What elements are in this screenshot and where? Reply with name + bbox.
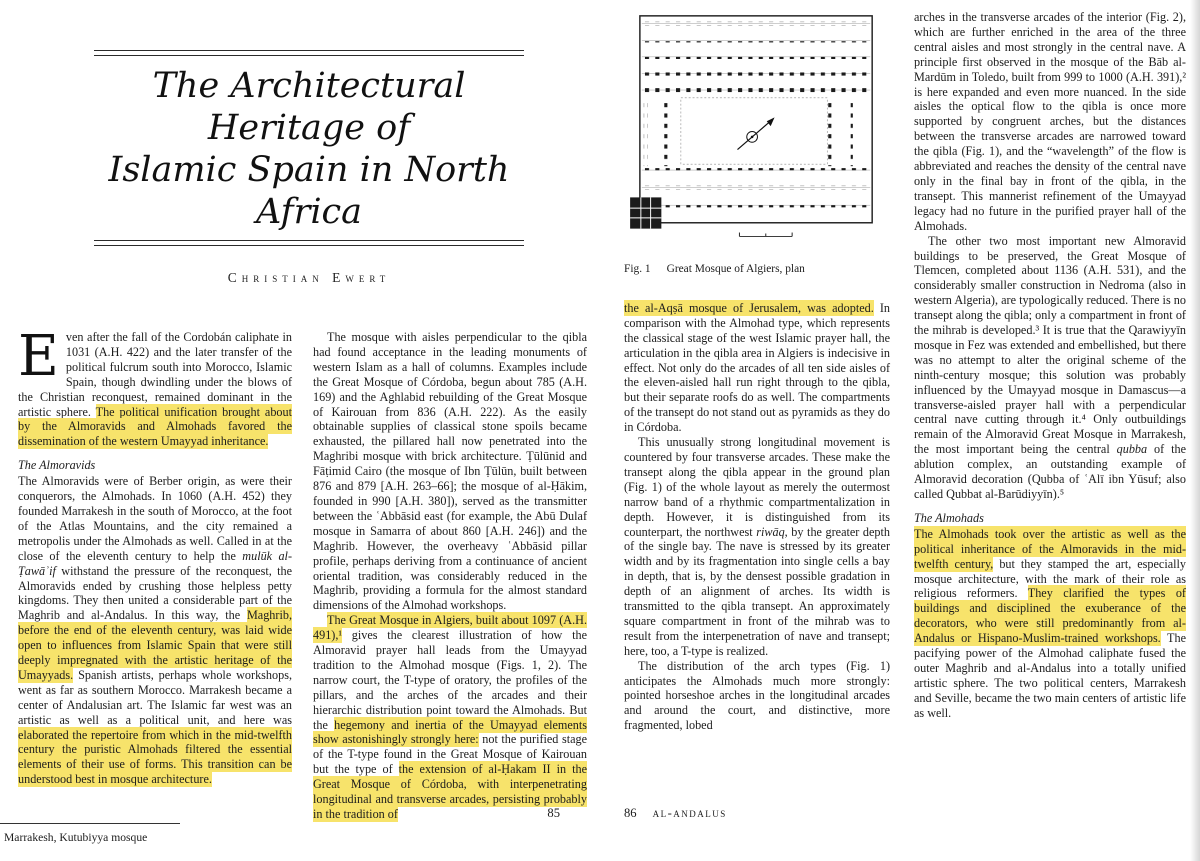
text-run: In comparison with the Almohad type, which represents the classical stage of the west Islamic prayer hall, the articulation in the qibla area in Algiers is indecisive in effect. Not only do the arcades of all ten side aisles of the eleven-aisled hall run right through to the qibla, but their separate roofs do as well. The compartments of the transept do not stand out as pyramids as they do in Córdoba. xyxy=(624,300,891,435)
plan-arcade-lines xyxy=(642,24,870,206)
text-run: but they stamped the art, especially mosque architecture, with the mark of their role as religious reformers. xyxy=(914,556,1186,601)
title-rule-bottom xyxy=(94,240,524,246)
paragraph xyxy=(313,330,587,613)
highlighted-text: elaborated the repertoire from which in the mid-twelfth century the puristic Almohads filtered the essential elements of their use of forms. This transition can be understood best in mosque architecture. xyxy=(18,727,292,787)
highlighted-text: the al-Aqṣā mosque of Jerusalem, was adopted. xyxy=(624,300,874,315)
left-page-column-1 xyxy=(18,324,292,822)
text-run: , by the greater depth of the single bay. The nave is stressed by its greater width and by its fragmentation into single cells a bay in depth, that is, by the densest possible gradation in depth of an alignment of arches. Its width is transmitted to the qibla transept. An approximately square compartment in front of the mihrab was to result from the interpenetration of nave and transept; here, too, a T-type is realized. xyxy=(624,524,890,658)
page-number-85: 85 xyxy=(547,806,560,820)
mosque-plan-drawing xyxy=(624,10,890,254)
text-run: mulūk al-Ṭawāʾif xyxy=(18,548,292,578)
title-block xyxy=(94,50,524,246)
left-page-column-2 xyxy=(313,330,587,822)
text-run: The Almoravids were of Berber origin, as were their conquerors, the Almohads. In 1060 (A.H. 452) they founded Marrakesh in the south of Morocco, at the foot of the Atlas Mountains, and the city remained a metropolis under the Almohads as well. Called in at the close of the eleventh century to help the xyxy=(18,474,292,563)
page-number-86: 86 xyxy=(624,806,637,820)
text-run: gives the clearest illustration of how the Almoravid prayer hall leads from the Umayyad tradition to the Almohad mosque (Figs. 1, 2). The narrow court, the T-type of oratory, the profiles of the pillars, and the arches of the arcades and their hierarchic distribution point toward the Almohads. But the xyxy=(313,628,587,732)
right-page-column-1-text xyxy=(624,301,890,733)
title-line-1: The Architectural Heritage of xyxy=(152,66,466,148)
text-run: The Almoravids xyxy=(18,458,96,473)
paragraph xyxy=(914,234,1186,502)
highlighted-text: the extension of al-Ḥakam II in the Great Mosque of Córdoba, with interpenetrating longitudinal and transverse arcades, persisting probably in the tradition of xyxy=(313,762,587,821)
right-page-column-2 xyxy=(914,10,1186,733)
paragraph xyxy=(624,659,890,734)
title-line-2: Islamic Spain in North Africa xyxy=(108,150,510,232)
paragraph xyxy=(914,527,1186,721)
highlighted-text: They clarified the types of buildings and disciplined the exuberance of the decorators, who were still predominantly from al-Andalus or Hispano-Muslim-trained workshops. xyxy=(914,586,1186,646)
page-title xyxy=(94,56,524,240)
plan-courtyard-arcades xyxy=(644,98,853,166)
image-caption: Marrakesh, Kutubiyya mosque xyxy=(4,831,148,844)
plan-minaret xyxy=(630,197,661,228)
plan-outer-wall xyxy=(640,16,872,223)
figure-caption-text: Great Mosque of Algiers, plan xyxy=(666,263,805,275)
text-run: ven after the fall of the Cordobán caliphate in 1031 (A.H. 422) and the later transfer of the political fulcrum south into Morocco, Islamic Spain, though dwindling under the blows of the Christian reconquest, remained dominant in the artistic sphere. xyxy=(18,330,292,419)
figure-label: Fig. 1 xyxy=(624,263,651,275)
text-run: qubba xyxy=(1116,442,1148,457)
right-page-footer xyxy=(624,806,727,821)
paragraph xyxy=(914,10,1186,234)
text-run: This unusually strong longitudinal movement is countered by four transverse arcades. These make the transept along the qibla appear in the ground plan (Fig. 1) of the whole layout as merely the outermost narrow band of a rhythmic compartmentalization in depth. However, it is distinguished from its counterpart, the northwest xyxy=(624,435,890,539)
paragraph xyxy=(624,435,890,659)
text-run: The mosque with aisles perpendicular to the qibla had found acceptance in the leading monuments of western Islam as a hall of columns. Examples include the Great Mosque of Córdoba, begun about 785 (A.H. 169) and the Aghlabid rebuilding of the Great Mosque of Kairouan from 836 (A.H. 222). As the easily obtainable supplies of classical stone spoils became exhausted, the pillared hall now penetrated into the Maghribi mosque with brick architecture. Ṭūlūnid and Fāṭimid Cairo (the mosque of Ibn Ṭūlūn, built between 876 and 879 [A.H. 263–66]; the mosque of al-Ḥākim, founded in 990 [A.H. 380]), served as the transmitter between the ʿAbbāsid east (for example, the Abū Dulaf mosque in Samarra of about 860 [A.H. 246]) and the Maghrib. However, the overheavy ʿAbbāsid pillar profile, perhaps deriving from a continuance of ancient oriental tradition, was considerably reduced in the Maghrib, providing a formula for the almost standard dimensions of the Almohad workshops. xyxy=(313,330,587,613)
text-run: of the ablution complex, an outstanding example of Almoravid decoration (Qubba of ʿAlī ibn Yūsuf; also called Qubbat al-Barūdiyyīn).⁵ xyxy=(914,442,1186,501)
text-run: The distribution of the arch types (Fig. 1) anticipates the Almohads much more strongly: pointed horseshoe arches in the longitudinal arcades and around the court, and distinctive, more fragmented, lobed xyxy=(624,658,890,733)
plan-scale-bar xyxy=(739,233,792,237)
right-page-columns xyxy=(600,10,1200,733)
north-arrow-icon xyxy=(737,117,774,149)
text-run: withstand the pressure of the reconquest, the Almoravids ended by crushing those helpless petty kingdoms. They then united a considerable part of the Maghrib and al-Andalus. In this way, the xyxy=(18,563,292,623)
left-page-columns xyxy=(0,324,600,822)
mosque-plan-figure xyxy=(624,10,890,277)
text-run: The Almohads xyxy=(914,510,984,525)
paragraph xyxy=(313,613,587,822)
text-run: The other two most important new Almoravid buildings to be preserved, the Great Mosque of Tlemcen, completed about 1136 (A.H. 531), and the considerably smaller construction in Nedroma (also in western Algeria), are typologically reduced. There is no transept along the qibla; only a compartment in front of the mihrab is developed.³ It is true that the Qarawiyyīn mosque in Fez was extended and embellished, but there was no attempt to alter the original scheme of the ninth-century mosque; this solution was probably influenced by the Umayyad mosque in Damascus—a transverse-aisled prayer hall with a perpendicular central nave cutting through it.⁴ Only outbuildings remain of the Almoravid Great Mosque in Marrakesh, the most important being the central xyxy=(914,233,1186,457)
highlighted-text: The Almohads took over the artistic as well as the political inheritance of the Almoravids in the mid-twelfth century, xyxy=(914,526,1186,571)
highlighted-text: The Great Mosque in Algiers, built about 1097 (A.H. 491),¹ xyxy=(313,613,587,643)
right-page-column-1 xyxy=(624,10,890,733)
highlighted-text: Maghrib, before the end of the eleventh century, was laid wide open to influences from Islamic Spain that were still deeply impregnated with the artistic heritage of the Umayyads. xyxy=(18,608,292,682)
text-run: not the purified stage of the T-type found in the Great Mosque of Kairouan but the type of xyxy=(313,732,587,777)
plan-pillar-rows xyxy=(644,22,868,208)
text-run: Spanish artists, perhaps whole workshops, went as far as southern Morocco. Marrakesh became a center of Andalusian art. The Islamic far west was an artistic as well as a political unit, and here was xyxy=(18,667,292,727)
footer-caption-rule xyxy=(0,823,180,824)
text-run: arches in the transverse arcades of the interior (Fig. 2), which are further enriched in the area of the three central aisles and most strongly in the central nave. A principle first observed in the mosque of the Bāb al-Mardūm in Toledo, built from 999 to 1000 (A.H. 391),² is here expanded and even more nuanced. In the side aisles the optical flow to the qibla is once more supported by congruent arches, but the distances between the transverse arcades are narrowed toward the qibla (Fig. 1), and the “wavelength” of the flow is abbreviated and reaches the density of the central nave only in the final bay in front of the qibla, in the transept. This mannerist refinement of the Umayyad legacy had no future in the purified prayer hall of the Almohads. xyxy=(914,10,1186,233)
running-footer: al-andalus xyxy=(652,806,727,820)
paragraph xyxy=(18,324,292,449)
highlighted-text: The political unification brought about by the Almoravids and Almohads favored the dissemination of the western Umayyad inheritance. xyxy=(18,404,292,449)
highlighted-text: hegemony and inertia of the Umayyad elements show astonishingly strongly here: xyxy=(313,717,588,747)
section-heading xyxy=(914,511,1186,526)
text-run: riwāq xyxy=(756,524,785,539)
drop-cap: E xyxy=(18,324,59,389)
paragraph xyxy=(18,474,292,787)
text-run: The pacifying power of the Almohad caliphate fused the outer Maghrib and al-Andalus into a totally unified artistic sphere. The two political centers, Marrakesh and Seville, became the two main centers of artistic life as well. xyxy=(914,631,1186,720)
figure-caption xyxy=(624,262,890,277)
author-name: Christian Ewert xyxy=(227,270,391,285)
paragraph xyxy=(624,301,890,435)
section-heading xyxy=(18,458,292,473)
page-86 xyxy=(600,0,1200,861)
